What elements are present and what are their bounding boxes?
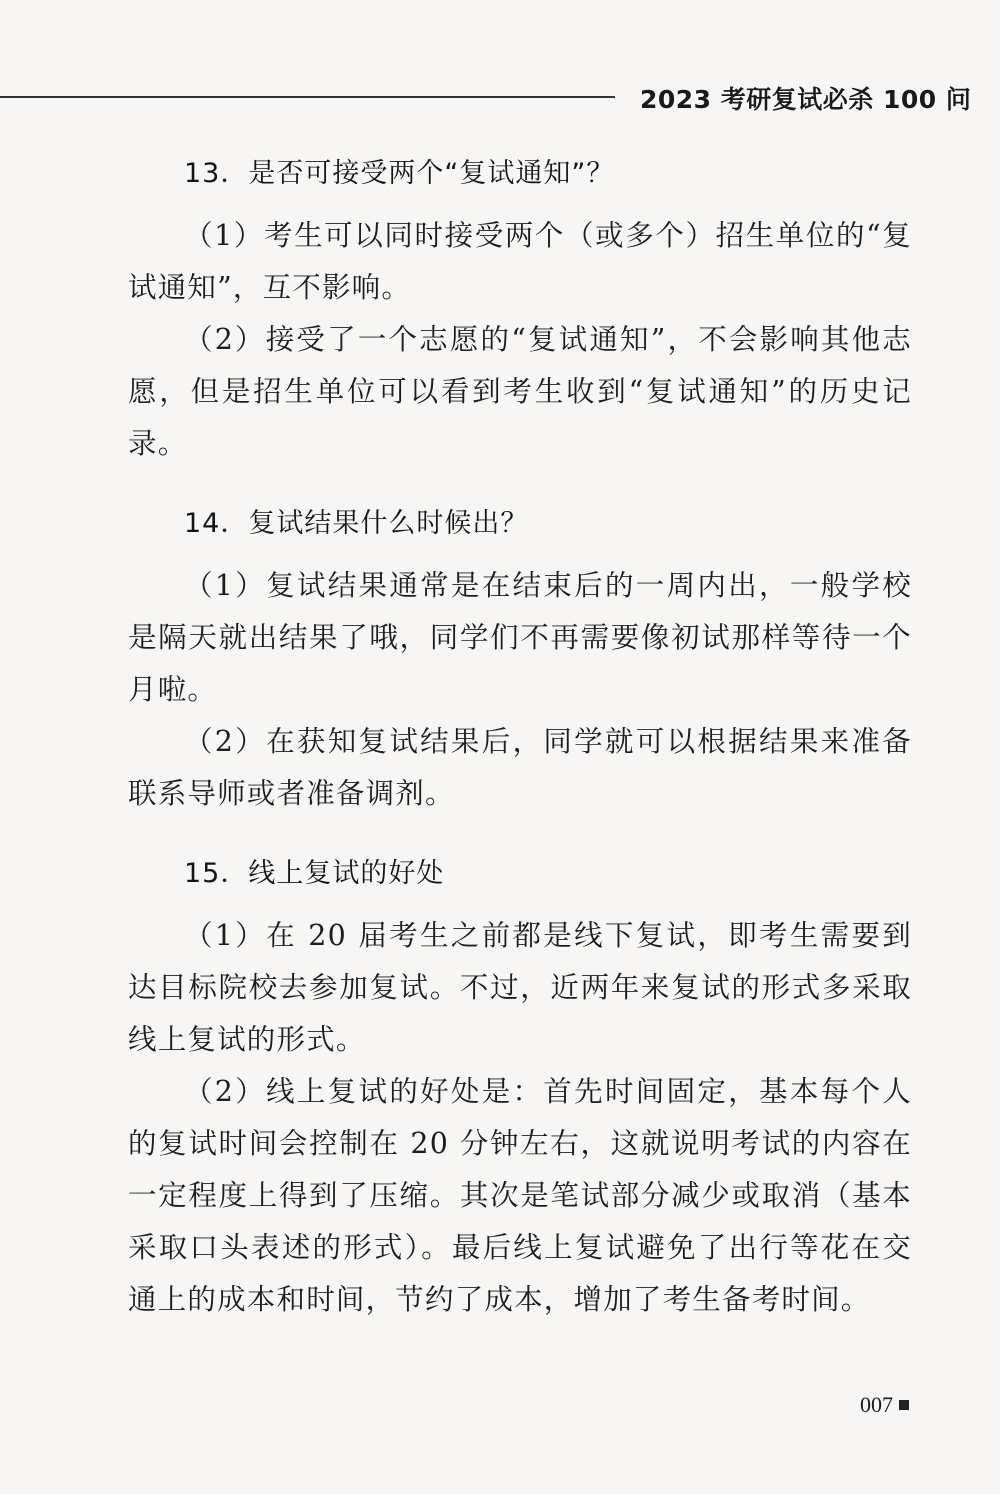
header-rule — [0, 96, 615, 98]
answer-paragraph: （2）接受了一个志愿的“复试通知”，不会影响其他志愿，但是招生单位可以看到考生收到“复试通知”的历史记录。 — [128, 323, 912, 460]
answer-paragraph: （1）在 20 届考生之前都是线下复试，即考生需要到达目标院校去参加复试。不过，近两年来复试的形式多采取线上复试的形式。 — [128, 919, 912, 1056]
answer-paragraph: （1）考生可以同时接受两个（或多个）招生单位的“复试通知”，互不影响。 — [128, 219, 912, 304]
square-bullet-icon — [899, 1400, 909, 1410]
answer-paragraph: （2）线上复试的好处是：首先时间固定，基本每个人的复试时间会控制在 20 分钟左右，这就说明考试的内容在一定程度上得到了压缩。其次是笔试部分减少或取消（基本采取口头表述的形式）。最后线上复试避免了出行等花在交通上的成本和时间，节约了成本，增加了考生备考时间。 — [128, 1075, 912, 1316]
question-heading: 13．是否可接受两个“复试通知”？ — [184, 158, 615, 189]
question-heading: 14．复试结果什么时候出？ — [184, 508, 529, 539]
answer-paragraph: （1）复试结果通常是在结束后的一周内出，一般学校是隔天就出结果了哦，同学们不再需要像初试那样等待一个月啦。 — [128, 569, 912, 706]
section-14 — [128, 498, 912, 820]
question-heading: 15．线上复试的好处 — [184, 858, 445, 889]
section-13 — [128, 148, 912, 470]
answer-paragraph: （2）在获知复试结果后，同学就可以根据结果来准备联系导师或者准备调剂。 — [128, 725, 912, 810]
running-header-title: 2023 考研复试必杀 100 问 — [640, 85, 972, 114]
page-number — [860, 1392, 909, 1418]
section-15 — [128, 848, 912, 1326]
page-number-text: 007 — [860, 1392, 893, 1417]
page-body — [128, 148, 912, 1354]
